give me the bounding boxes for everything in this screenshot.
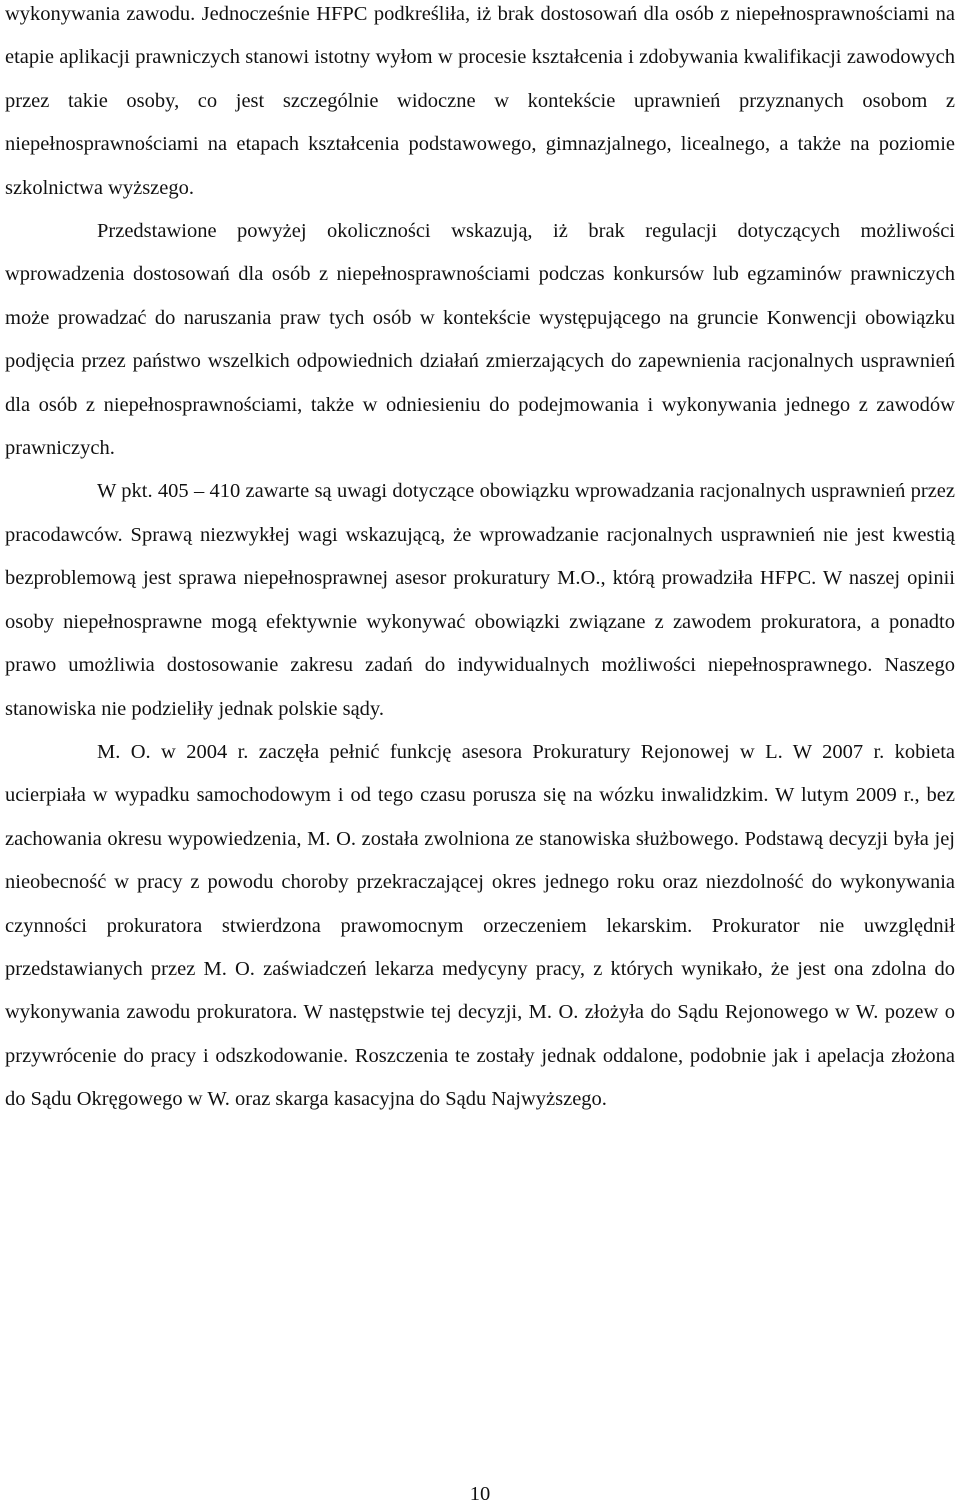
paragraph-continuation: wykonywania zawodu. Jednocześnie HFPC podkreśliła, iż brak dostosowań dla osób z niepełnosprawnościami na etapie aplikacji prawniczych stanowi istotny wyłom w procesie kształcenia i zdobywania kwalifikacji zawodowych przez takie osoby, co jest szczególnie widoczne w kontekście uprawnień przyznanych osobom z niepełnosprawnościami na etapach kształcenia podstawowego, gimnazjalnego, licealnego, a także na poziomie szkolnictwa wyższego. bbox=[5, 3, 955, 199]
body-text bbox=[5, 0, 955, 1122]
paragraph-case-description: M. O. w 2004 r. zaczęła pełnić funkcję asesora Prokuratury Rejonowej w L. W 2007 r. kobieta ucierpiała w wypadku samochodowym i od tego czasu porusza się na wózku inwalidzkim. W lutym 2009 r., bez zachowania okresu wypowiedzenia, M. O. została zwolniona ze stanowiska służbowego. Podstawą decyzji była jej nieobecność w pracy z powodu choroby przekraczającej okres jednego roku oraz niezdolność do wykonywania czynności prokuratora stwierdzona prawomocnym orzeczeniem lekarskim. Prokurator nie uwzględnił przedstawianych przez M. O. zaświadczeń lekarza medycyny pracy, z których wynikało, że jest ona zdolna do wykonywania zawodu prokuratora. W następstwie tej decyzji, M. O. złożyła do Sądu Rejonowego w W. pozew o przywrócenie do pracy i odszkodowanie. Roszczenia te zostały jednak oddalone, podobnie jak i apelacja złożona do Sądu Okręgowego w W. oraz skarga kasacyjna do Sądu Najwyższego. bbox=[5, 740, 955, 1111]
paragraph-circumstances: Przedstawione powyżej okoliczności wskazują, iż brak regulacji dotyczących możliwości wprowadzenia dostosowań dla osób z niepełnosprawnościami podczas konkursów lub egzaminów prawniczych może prowadzać do naruszania praw tych osób w kontekście występującego na gruncie Konwencji obowiązku podjęcia przez państwo wszelkich odpowiednich działań zmierzających do zapewnienia racjonalnych usprawnień dla osób z niepełnosprawnościami, także w odniesieniu do podejmowania i wykonywania jednego z zawodów prawniczych. bbox=[5, 220, 955, 460]
page-number: 10 bbox=[469, 1483, 491, 1505]
paragraph-reasonable-accommodation: W pkt. 405 – 410 zawarte są uwagi dotyczące obowiązku wprowadzania racjonalnych usprawnień przez pracodawców. Sprawą niezwykłej wagi wskazującą, że wprowadzanie racjonalnych usprawnień nie jest kwestią bezproblemową jest sprawa niepełnosprawnej asesor prokuratury M.O., którą prowadziła HFPC. W naszej opinii osoby niepełnosprawne mogą efektywnie wykonywać obowiązki związane z zawodem prokuratora, a ponadto prawo umożliwia dostosowanie zakresu zadań do indywidualnych możliwości niepełnosprawnego. Naszego stanowiska nie podzieliły jednak polskie sądy. bbox=[5, 480, 955, 720]
